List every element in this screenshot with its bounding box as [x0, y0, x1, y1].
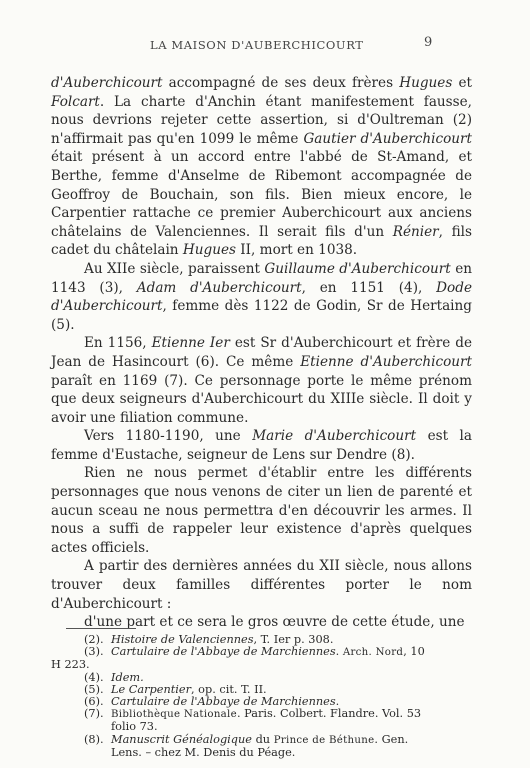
footnotes: [51, 634, 472, 759]
paragraph-2: Au XIIe siècle, paraissent Guillaume d'Auberchicourt en 1143 (3), Adam d'Auberchicourt, en 1151 (4), Dode d'Auberchicourt, femme dès 1122 de Godin, Sr de Hertaing (5).: [51, 260, 472, 333]
footnote-8-continuation: Lens. – chez M. Denis du Péage.: [111, 745, 296, 759]
running-title: LA MAISON D'AUBERCHICOURT: [150, 38, 364, 52]
paragraph-6: A partir des dernières années du XII siècle, nous allons trouver deux familles différentes porter le nom d'Auberchicourt :: [51, 558, 472, 612]
footnote-7: (7). Bibliothèque Nationale. Paris. Colbert. Flandre. Vol. 53: [84, 707, 422, 721]
footnote-3-continuation: H 223.: [51, 658, 90, 672]
footnote-rule: [66, 628, 136, 629]
paragraph-7: d'une part et ce sera le gros œuvre de cette étude, une: [84, 614, 465, 631]
footnote-4: (4). Idem.: [84, 670, 144, 684]
paragraph-4: Vers 1180-1190, une Marie d'Auberchicourt est la femme d'Eustache, seigneur de Lens sur Dendre (8).: [51, 428, 472, 463]
body-text: [51, 74, 472, 632]
footnote-3: (3). Cartulaire de l'Abbaye de Marchiennes. Arch. Nord, 10: [84, 645, 425, 659]
footnote-8: (8). Manuscrit Généalogique du Prince de Béthune. Gen.: [84, 732, 409, 746]
paragraph-1: d'Auberchicourt accompagné de ses deux frères Hugues et Folcart. La charte d'Anchin étant manifestement fausse, nous devrions rejeter cette assertion, si d'Oultreman (2) n'affirmait pas qu'en 1099 le même Gautier d'Auberchicourt était présent à un accord entre l'abbé de St-Amand, et Berthe, femme d'Anselme de Ribemont accompagnée de Geoffroy de Bouchain, son fils. Bien mieux encore, le Carpentier rattache ce premier Auberchicourt aux anciens châtelains de Valenciennes. Il serait fils d'un Rénier, fils cadet du châtelain Hugues II, mort en 1038.: [51, 75, 472, 259]
footnote-6: (6). Cartulaire de l'Abbaye de Marchiennes.: [84, 695, 340, 709]
paragraph-5: Rien ne nous permet d'établir entre les différents personnages que nous venons de citer un lien de parenté et aucun sceau ne nous permettra d'en découvrir les armes. Il nous a suffi de rappeler leur existence d'après quelques actes officiels.: [51, 465, 472, 556]
paragraph-3: En 1156, Etienne Ier est Sr d'Auberchicourt et frère de Jean de Hasincourt (6). Ce même Etienne d'Auberchicourt paraît en 1169 (7). Ce personnage porte le même prénom que deux seigneurs d'Auberchicourt du XIIIe siècle. Il doit y avoir une filiation commune.: [51, 335, 472, 426]
footnote-7-continuation: folio 73.: [111, 720, 158, 734]
footnote-5: (5). Le Carpentier, op. cit. T. II.: [84, 682, 267, 696]
page-number: 9: [424, 35, 433, 50]
footnote-2: (2). Histoire de Valenciennes, T. Ier p. 308.: [84, 633, 334, 646]
